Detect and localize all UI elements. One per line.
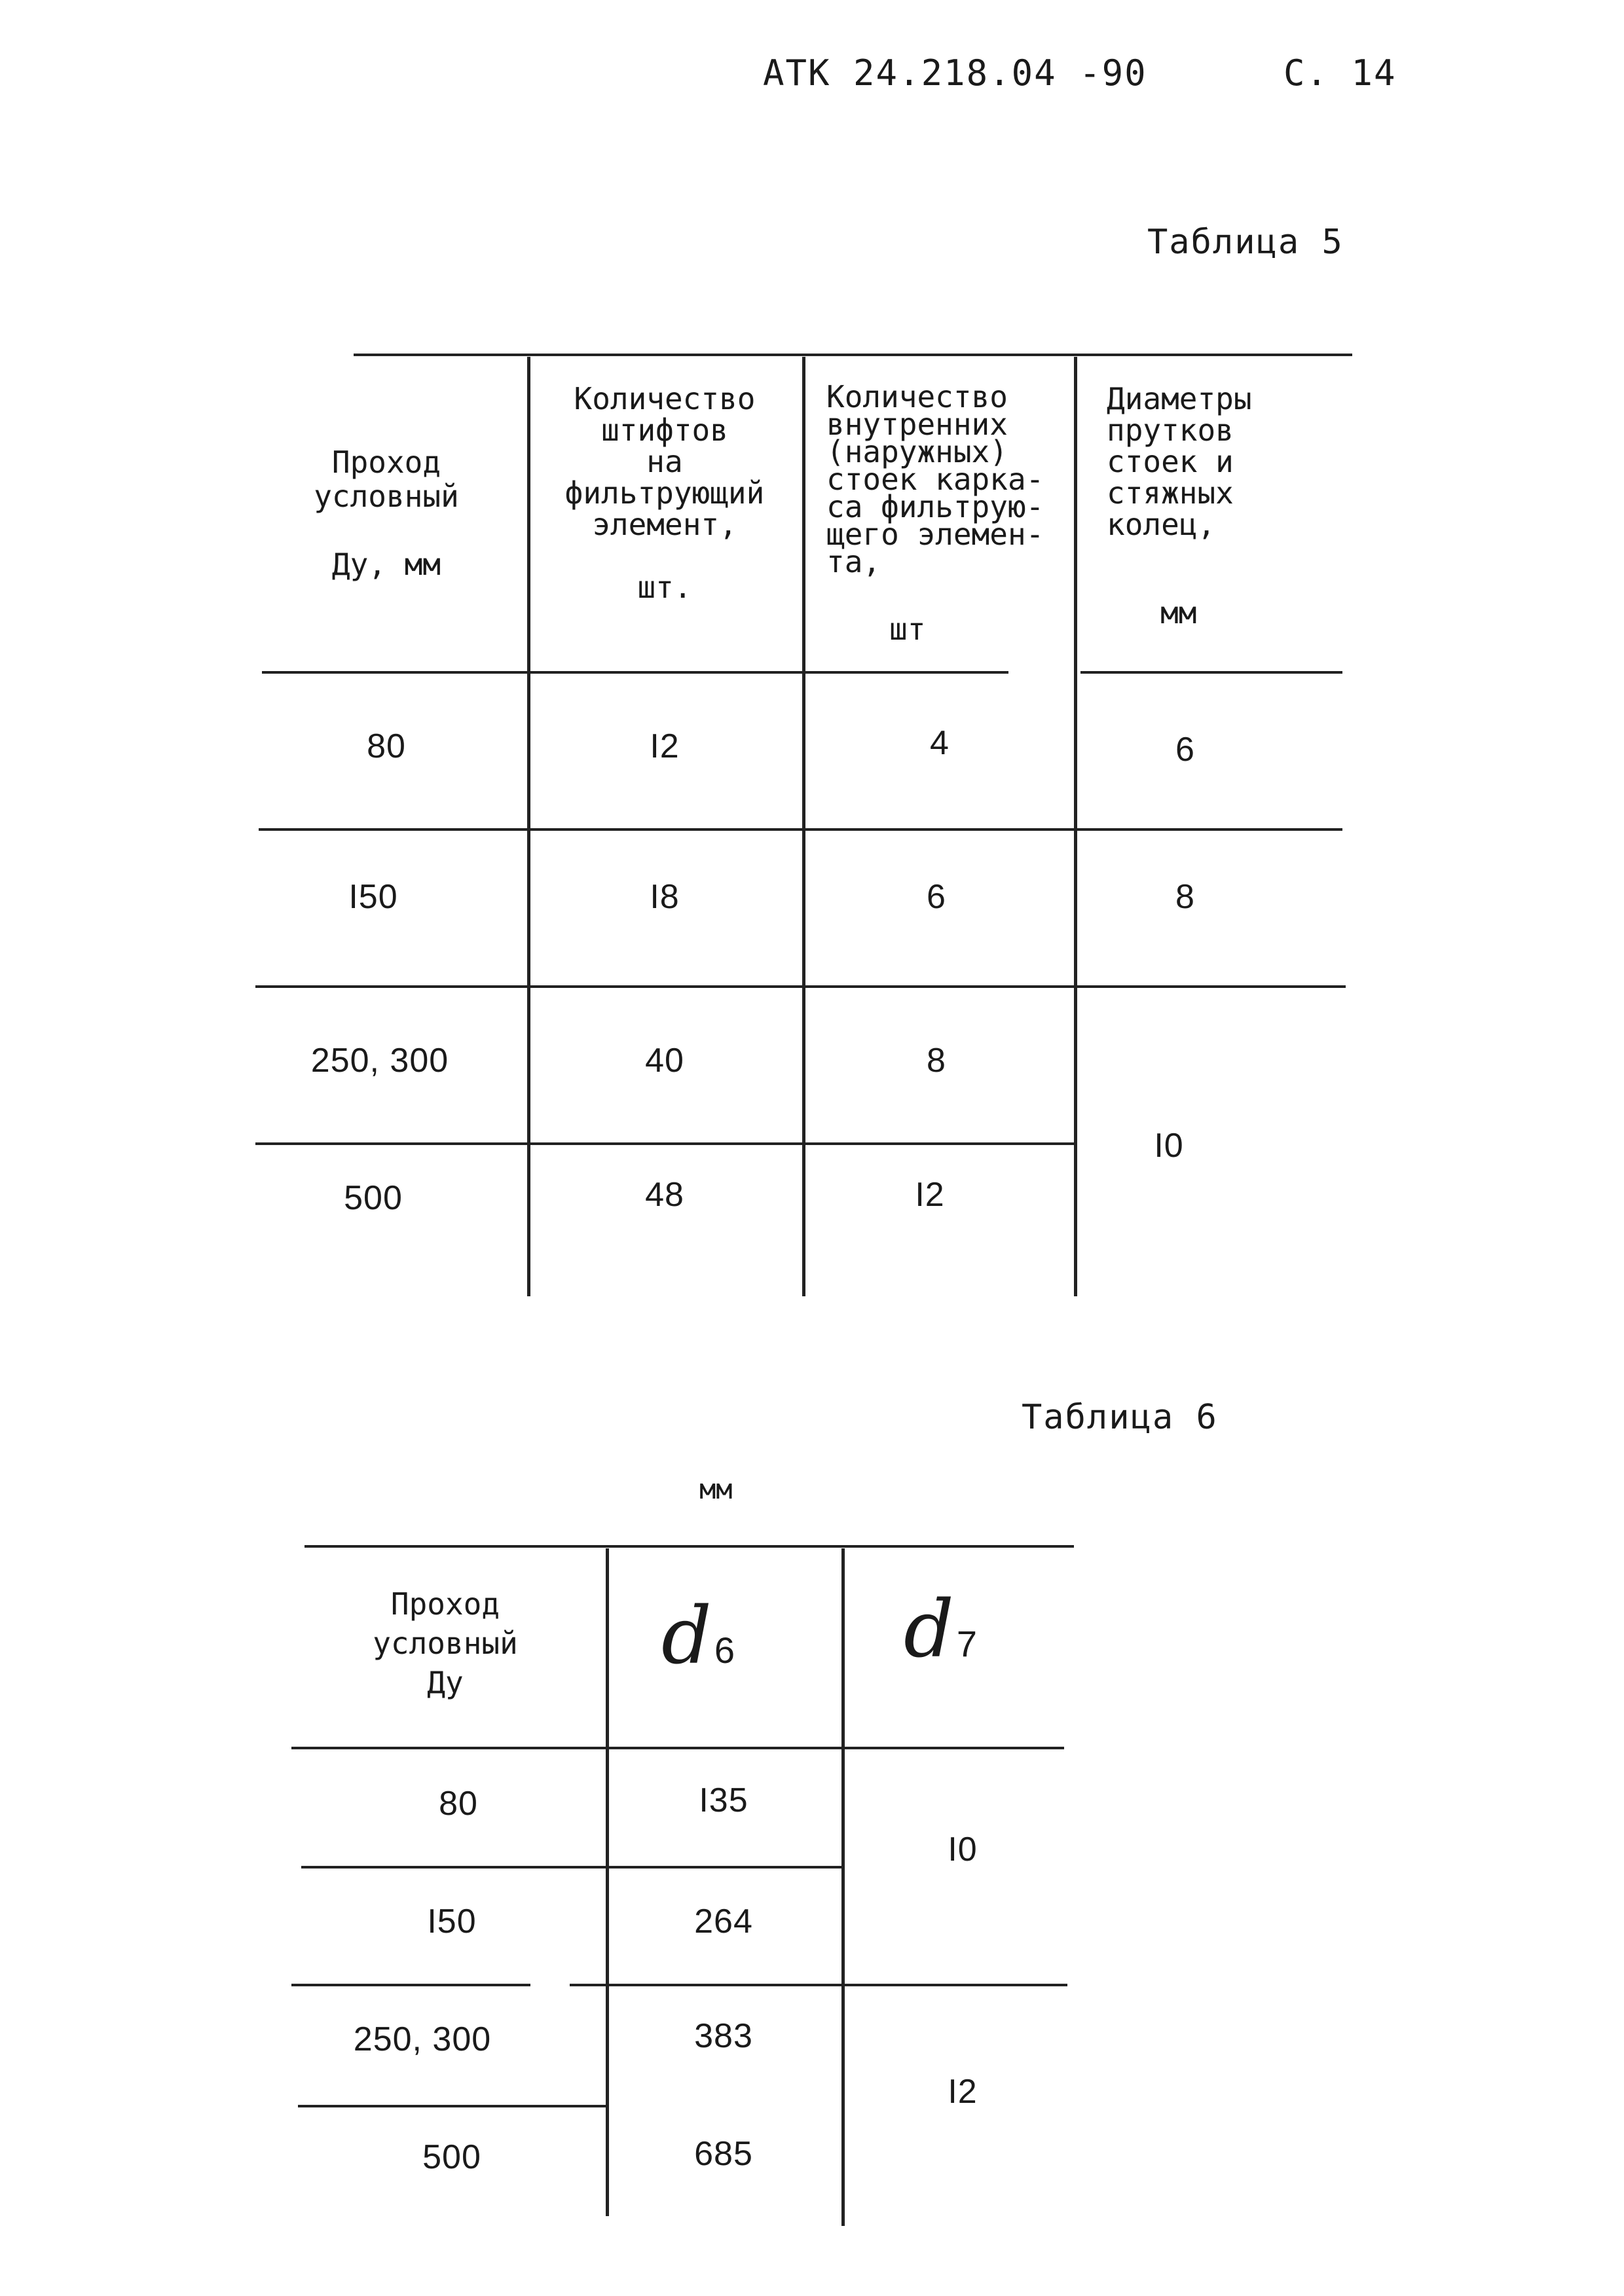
table6-cell-d7-merged: I2 [948, 2073, 978, 2111]
table5-row-divider [255, 985, 1346, 988]
table5-header-diameter-unit: мм [1160, 595, 1197, 630]
table5-row-divider [255, 1142, 1077, 1145]
table6-cell-du: 500 [422, 2138, 481, 2176]
table5-row-divider [259, 828, 1342, 831]
table5-top-border [354, 354, 1352, 356]
table6-cell-du: 80 [439, 1785, 478, 1823]
table5-col-line [802, 357, 805, 1296]
table5-header-pins: Количество штифтов на фильтрующий элемент, шт. [564, 381, 765, 605]
table6-cell-d6: I35 [699, 1781, 748, 1819]
table5-cell-diameter: 6 [1175, 731, 1195, 769]
table5-cell-du: 500 [344, 1179, 403, 1217]
table6-header-d6: d6 [661, 1591, 735, 1682]
table5-title: Таблица 5 [1147, 223, 1344, 262]
table6-cell-d6: 685 [694, 2135, 753, 2173]
table5-cell-posts: 4 [930, 724, 950, 762]
table6-cell-d7-merged: I0 [948, 1831, 978, 1868]
table6-cell-d6: 383 [694, 2017, 753, 2055]
table6-title: Таблица 6 [1022, 1398, 1218, 1437]
table5-cell-du: 250, 300 [310, 1042, 449, 1080]
table6-row-divider [301, 1866, 845, 1868]
table6-row-divider [570, 1984, 1067, 1986]
table5-cell-du: I50 [348, 878, 398, 916]
table6-col-line [606, 1548, 609, 2216]
table5-cell-pins: I2 [650, 727, 680, 765]
table6-header-d7: d7 [904, 1584, 977, 1675]
table5-cell-diameter: 8 [1175, 878, 1195, 916]
table5-cell-pins: 48 [645, 1176, 684, 1214]
document-code: АТК 24.218.04 -90 [763, 52, 1147, 94]
table5-cell-pins: I8 [650, 878, 680, 916]
table6-top-border [304, 1545, 1074, 1548]
table6-cell-du: 250, 300 [353, 2020, 492, 2058]
table5-header-posts-unit: шт [889, 611, 926, 647]
table5-header-divider-right [1080, 671, 1342, 674]
table5-cell-posts: 8 [927, 1042, 946, 1080]
table5-header-du: Проход условный Ду, мм [314, 445, 459, 582]
table6-row-divider [291, 1984, 530, 1986]
table5-header-divider [262, 671, 1008, 674]
table5-cell-posts: I2 [915, 1176, 945, 1214]
table6-units: мм [699, 1473, 733, 1505]
table6-cell-du: I50 [427, 1903, 477, 1941]
table6-header-divider [291, 1747, 1064, 1749]
sheet-number: С. 14 [1283, 52, 1397, 94]
table5-header-diameter: Диаметры прутков стоек и стяжных колец, [1107, 381, 1252, 542]
table5-cell-pins: 40 [645, 1042, 684, 1080]
table6-row-divider [298, 2105, 606, 2107]
table5-cell-du: 80 [367, 727, 406, 765]
table5-cell-posts: 6 [927, 878, 946, 916]
table6-header-du: Проход условный Ду [373, 1586, 518, 1700]
table5-cell-diameter-merged: I0 [1154, 1127, 1184, 1165]
table6-col-line [841, 1548, 845, 2226]
table6-cell-d6: 264 [694, 1903, 753, 1941]
table5-col-line [527, 357, 530, 1296]
table5-header-posts: Количество внутренних (наружных) стоек карка- са фильтрую- щего элемен- та, [826, 379, 1044, 579]
